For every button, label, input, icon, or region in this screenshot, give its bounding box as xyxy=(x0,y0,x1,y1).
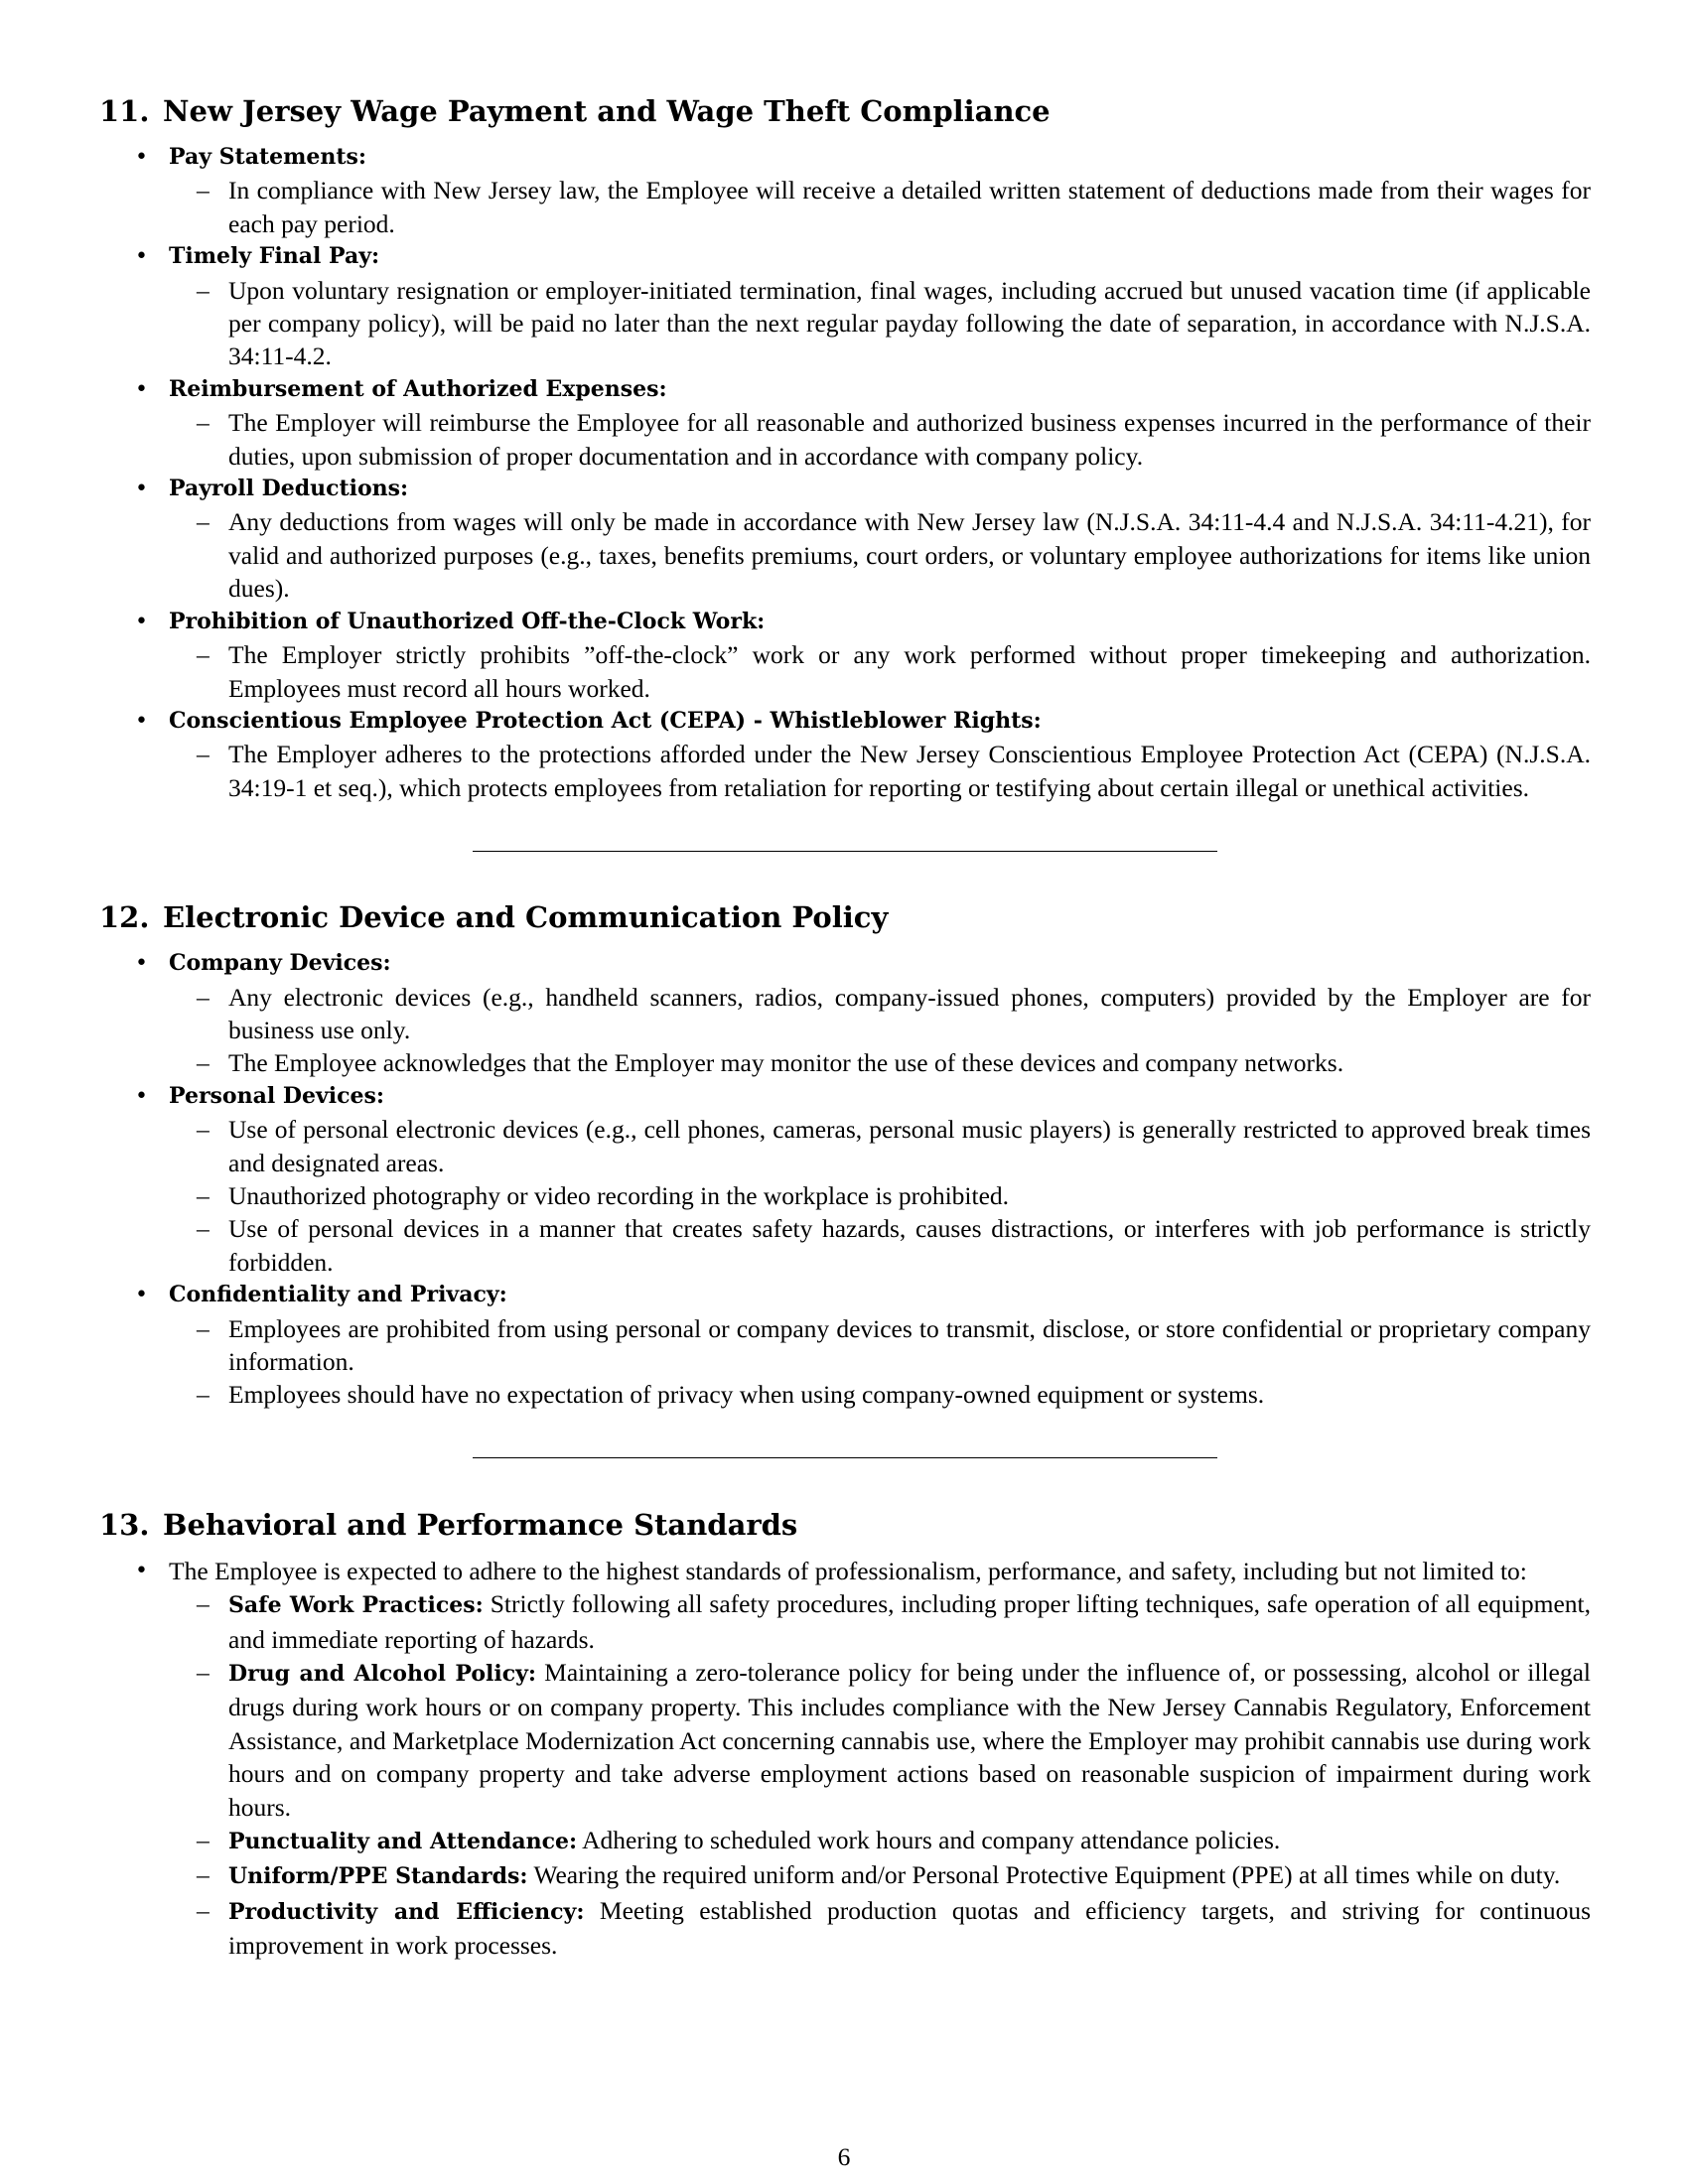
standard-text: Strictly following all safety procedures, including proper lifting techniques, safe operation of all equipment, and immediate reporting of hazards. xyxy=(228,1589,1592,1654)
sub-item: – The Employee acknowledges that the Employer may monitor the use of these devices and company networks. xyxy=(169,1046,1591,1079)
item-label: • Company Devices: xyxy=(169,950,391,977)
sub-item: – Upon voluntary resignation or employer-initiated termination, final wages, including accrued but unused vacation time (if applicable per company policy), will be paid no later than the next regular payday following the date of separation, in accordance with N.J.S.A. 34:11-4.2. xyxy=(169,274,1591,373)
list-item xyxy=(99,473,1591,606)
item-label: • Timely Final Pay: xyxy=(169,243,380,270)
list-item xyxy=(99,373,1591,473)
sub-item: – In compliance with New Jersey law, the Employee will receive a detailed written statement of deductions made from their wages for each pay period. xyxy=(169,174,1591,240)
list-item xyxy=(99,1555,1591,1963)
section-13-list xyxy=(99,1555,1591,1963)
divider xyxy=(473,851,1217,852)
item-label: • Prohibition of Unauthorized Off-the-Clock Work: xyxy=(169,608,766,634)
horizontal-rule xyxy=(99,1412,1591,1505)
item-label: • Payroll Deductions: xyxy=(169,476,409,502)
standard-text: Wearing the required uniform and/or Personal Protective Equipment (PPE) at all times while on duty. xyxy=(533,1860,1561,1890)
sub-item xyxy=(169,1587,1591,1656)
sub-item: – Any electronic devices (e.g., handheld scanners, radios, company-issued phones, computers) provided by the Employer are for business use only. xyxy=(169,981,1591,1047)
sub-item: – Use of personal electronic devices (e.g., cell phones, cameras, personal music players) is generally restricted to approved break times and designated areas. xyxy=(169,1113,1591,1179)
standard-label: Productivity and Efficiency: xyxy=(228,1898,585,1925)
page-number: 6 xyxy=(837,2142,851,2171)
section-11-list xyxy=(99,141,1591,804)
section-title: New Jersey Wage Payment and Wage Theft Compliance xyxy=(163,94,1051,128)
item-label: • Reimbursement of Authorized Expenses: xyxy=(169,375,667,402)
sub-list xyxy=(169,738,1591,804)
section-12-list xyxy=(99,947,1591,1412)
sub-item xyxy=(169,1656,1591,1824)
sub-item xyxy=(169,1894,1591,1963)
section-12-heading xyxy=(99,897,1591,937)
item-label: • Personal Devices: xyxy=(169,1082,384,1109)
list-item xyxy=(99,606,1591,705)
sub-item: – Any deductions from wages will only be made in accordance with New Jersey law (N.J.S.A. 34:11-4.4 and N.J.S.A. 34:11-4.21), for valid and authorized purposes (e.g., taxes, benefits premiums, court orders, or voluntary employee authorizations for items like union dues). xyxy=(169,505,1591,605)
sub-list xyxy=(169,638,1591,705)
section-11-heading xyxy=(99,91,1591,131)
sub-list xyxy=(169,1587,1591,1962)
sub-list xyxy=(169,274,1591,373)
standard-text: Meeting established production quotas and efficiency targets, and striving for continuous improvement in work processes. xyxy=(228,1895,1591,1961)
standard-label: Drug and Alcohol Policy: xyxy=(228,1661,537,1688)
standard-label: Uniform/PPE Standards: xyxy=(228,1863,528,1890)
sub-item: – Unauthorized photography or video recording in the workplace is prohibited. xyxy=(169,1179,1591,1212)
section-number: 13. xyxy=(99,1507,150,1542)
sub-item xyxy=(169,1858,1591,1893)
intro-text: • The Employee is expected to adhere to the highest standards of professionalism, performance, and safety, including but not limited to: xyxy=(169,1556,1527,1585)
horizontal-rule xyxy=(99,804,1591,897)
item-label: • Conscientious Employee Protection Act (CEPA) - Whistleblower Rights: xyxy=(169,707,1042,734)
sub-list xyxy=(169,981,1591,1080)
section-number: 11. xyxy=(99,94,150,128)
sub-list xyxy=(169,1312,1591,1412)
section-title: Electronic Device and Communication Policy xyxy=(163,900,889,935)
sub-list xyxy=(169,1113,1591,1279)
sub-item: – The Employer will reimburse the Employee for all reasonable and authorized business expenses incurred in the performance of their duties, upon submission of proper documentation and in accordance with company policy. xyxy=(169,406,1591,473)
sub-item: – The Employer adheres to the protections afforded under the New Jersey Conscientious Employee Protection Act (CEPA) (N.J.S.A. 34:19-1 et seq.), which protects employees from retaliation for reporting or testifying about certain illegal or unethical activities. xyxy=(169,738,1591,804)
item-label: • Pay Statements: xyxy=(169,144,367,170)
list-item xyxy=(99,240,1591,373)
sub-list xyxy=(169,174,1591,240)
list-item xyxy=(99,141,1591,240)
list-item xyxy=(99,1279,1591,1412)
standard-text: Adhering to scheduled work hours and company attendance policies. xyxy=(582,1826,1281,1855)
divider xyxy=(473,1457,1217,1458)
sub-list xyxy=(169,505,1591,605)
sub-item: – Use of personal devices in a manner that creates safety hazards, causes distractions, or interferes with job performance is strictly forbidden. xyxy=(169,1212,1591,1279)
section-number: 12. xyxy=(99,900,150,935)
sub-item: – The Employer strictly prohibits ”off-the-clock” work or any work performed without proper timekeeping and authorization. Employees must record all hours worked. xyxy=(169,638,1591,705)
list-item xyxy=(99,1080,1591,1279)
sub-item: – Employees should have no expectation of privacy when using company-owned equipment or systems. xyxy=(169,1378,1591,1411)
section-13-heading xyxy=(99,1505,1591,1545)
sub-list xyxy=(169,406,1591,473)
list-item xyxy=(99,705,1591,804)
standard-label: Safe Work Practices: xyxy=(228,1592,484,1619)
sub-item xyxy=(169,1824,1591,1858)
standard-text: Maintaining a zero-tolerance policy for being under the influence of, or possessing, alcohol or illegal drugs during work hours or on company property. This includes compliance with the New Jersey Cannabis Regulatory, Enforcement Assistance, and Marketplace Modernization Act concerning cannabis use, where the Employer may prohibit cannabis use during work hours and on company property and take adverse employment actions based on reasonable suspicion of impairment during work hours. xyxy=(228,1658,1591,1822)
section-title: Behavioral and Performance Standards xyxy=(163,1507,798,1542)
page-content xyxy=(99,91,1591,1963)
sub-item: – Employees are prohibited from using personal or company devices to transmit, disclose, or store confidential or proprietary company information. xyxy=(169,1312,1591,1379)
list-item xyxy=(99,947,1591,1080)
item-label: • Confidentiality and Privacy: xyxy=(169,1282,507,1308)
standard-label: Punctuality and Attendance: xyxy=(228,1829,578,1855)
